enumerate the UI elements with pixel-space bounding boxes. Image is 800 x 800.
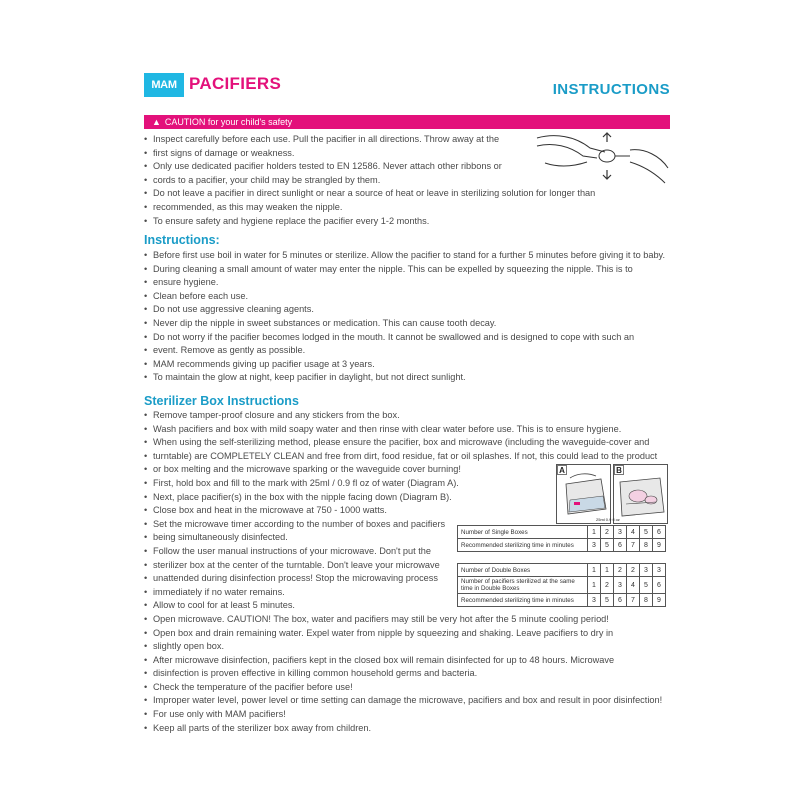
list-item: • When using the self-sterilizing method, please ensure the pacifier, box and microwave (including the waveguide-cover and: [144, 436, 669, 450]
table-row-label: Number of Double Boxes: [458, 564, 588, 577]
table-row-label: Recommended sterilizing time in minutes: [458, 594, 588, 607]
list-item: • immediately if no water remains.: [144, 586, 669, 600]
table-cell: 7: [627, 594, 640, 607]
sterilizer-heading: Sterilizer Box Instructions: [144, 394, 299, 408]
table-cell: 1: [588, 577, 601, 594]
table-cell: 2: [614, 564, 627, 577]
table-cell: 3: [614, 526, 627, 539]
list-item: • First, hold box and fill to the mark with 25ml / 0.9 fl oz of water (Diagram A).: [144, 477, 669, 491]
list-item: • first signs of damage or weakness.: [144, 147, 544, 161]
list-item: • To maintain the glow at night, keep pacifier in daylight, but not direct sunlight.: [144, 371, 669, 385]
table-cell: 2: [627, 564, 640, 577]
table-cell: 3: [614, 577, 627, 594]
table-row: [458, 577, 666, 594]
list-item: • Next, place pacifier(s) in the box with the nipple facing down (Diagram B).: [144, 491, 669, 505]
list-item: • being simultaneously disinfected.: [144, 531, 669, 545]
diagram-a-label: A: [559, 466, 565, 475]
list-item: • Clean before each use.: [144, 290, 669, 304]
pull-test-illustration: [535, 128, 670, 188]
table-cell: 5: [640, 526, 653, 539]
list-item: • Do not leave a pacifier in direct sunlight or near a source of heat or leave in sterilizing solution for longer than: [144, 187, 664, 201]
table-cell: 2: [601, 577, 614, 594]
list-item: • Allow to cool for at least 5 minutes.: [144, 599, 669, 613]
table-cell: 6: [614, 539, 627, 552]
list-item: • During cleaning a small amount of water may enter the nipple. This can be expelled by squeezing the nipple. This is to: [144, 263, 669, 277]
list-item: • Do not worry if the pacifier becomes lodged in the mouth. It cannot be swallowed and is designed to cope with such an: [144, 331, 669, 345]
list-item: • To ensure safety and hygiene replace the pacifier every 1-2 months.: [144, 215, 544, 229]
table-cell: 9: [653, 594, 666, 607]
mam-logo: MAM: [144, 73, 184, 97]
table-cell: 4: [627, 577, 640, 594]
list-item: • Never dip the nipple in sweet substances or medication. This can cause tooth decay.: [144, 317, 669, 331]
list-item: • Inspect carefully before each use. Pull the pacifier in all directions. Throw away at the: [144, 133, 544, 147]
table-row: [458, 539, 666, 552]
list-item: • cords to a pacifier, your child may be strangled by them.: [144, 174, 544, 188]
table-cell: 7: [627, 539, 640, 552]
list-item: • Follow the user manual instructions of your microwave. Don't put the: [144, 545, 669, 559]
table-row-label: Number of pacifiers sterilized at the same time in Double Boxes: [458, 577, 588, 594]
table-row: [458, 564, 666, 577]
table-row: [458, 594, 666, 607]
caution-list: [144, 133, 596, 228]
table-cell: 3: [653, 564, 666, 577]
list-item: • Do not use aggressive cleaning agents.: [144, 303, 669, 317]
list-item: • disinfection is proven effective in killing common household germs and bacteria.: [144, 667, 669, 681]
instructions-list: [144, 249, 669, 385]
list-item: • Open microwave. CAUTION! The box, water and pacifiers may still be very hot after the 5 minute cooling period!: [144, 613, 669, 627]
table-row-label: Recommended sterilizing time in minutes: [458, 539, 588, 552]
list-item: • or box melting and the microwave sparking or the waveguide cover burning!: [144, 463, 669, 477]
table-cell: 1: [601, 564, 614, 577]
list-item: • Improper water level, power level or time setting can damage the microwave, pacifiers and box and result in poor disinfection!: [144, 694, 669, 708]
list-item: • Remove tamper-proof closure and any stickers from the box.: [144, 409, 669, 423]
table-cell: 5: [640, 577, 653, 594]
list-item: • sterilizer box at the center of the turntable. Don't leave your microwave: [144, 559, 669, 573]
single-box-table: [457, 525, 666, 552]
caution-banner: [144, 115, 670, 129]
table-cell: 3: [640, 564, 653, 577]
table-cell: 1: [588, 564, 601, 577]
table-cell: 1: [588, 526, 601, 539]
list-item: • recommended, as this may weaken the nipple.: [144, 201, 544, 215]
table-cell: 3: [588, 539, 601, 552]
list-item: • ensure hygiene.: [144, 276, 669, 290]
list-item: • Wash pacifiers and box with mild soapy water and then rinse with clear water before use. This is to ensure hygiene.: [144, 423, 669, 437]
double-box-table: [457, 563, 666, 607]
table-cell: 3: [588, 594, 601, 607]
table-cell: 4: [627, 526, 640, 539]
caution-label: CAUTION for your child's safety: [164, 117, 293, 127]
list-item: • Close box and heat in the microwave at 750 - 1000 watts.: [144, 504, 669, 518]
list-item: • For use only with MAM pacifiers!: [144, 708, 669, 722]
list-item: • After microwave disinfection, pacifiers kept in the closed box will remain disinfected for up to 48 hours. Microwave: [144, 654, 669, 668]
list-item: • Check the temperature of the pacifier before use!: [144, 681, 669, 695]
table-cell: 2: [601, 526, 614, 539]
table-row: [458, 526, 666, 539]
table-cell: 9: [653, 539, 666, 552]
list-item: • Only use dedicated pacifier holders tested to EN 12586. Never attach other ribbons or: [144, 160, 544, 174]
sterilizer-diagram: [556, 464, 668, 524]
document-title: INSTRUCTIONS: [552, 81, 670, 98]
table-cell: 6: [653, 526, 666, 539]
instructions-heading: Instructions:: [144, 233, 220, 247]
water-mark-label: 25ml 0.9 fl oz: [596, 517, 620, 522]
warning-icon: ▲: [152, 117, 161, 127]
diagram-b-label: B: [616, 466, 622, 475]
table-cell: 5: [601, 539, 614, 552]
list-item: • turntable) are COMPLETELY CLEAN and free from dirt, food residue, fat or oil splashes. If not, this could lead to the product: [144, 450, 669, 464]
table-row-label: Number of Single Boxes: [458, 526, 588, 539]
table-cell: 8: [640, 594, 653, 607]
table-cell: 8: [640, 539, 653, 552]
list-item: • Keep all parts of the sterilizer box away from children.: [144, 722, 669, 736]
list-item: • unattended during disinfection process! Stop the microwaving process: [144, 572, 669, 586]
list-item: • Set the microwave timer according to the number of boxes and pacifiers: [144, 518, 669, 532]
list-item: • MAM recommends giving up pacifier usage at 3 years.: [144, 358, 669, 372]
list-item: • Before first use boil in water for 5 minutes or sterilize. Allow the pacifier to stand for a further 5 minutes before giving it to baby.: [144, 249, 669, 263]
table-cell: 6: [614, 594, 627, 607]
list-item: • Open box and drain remaining water. Expel water from nipple by squeezing and shaking. Leave pacifiers to dry in: [144, 627, 669, 641]
table-cell: 5: [601, 594, 614, 607]
list-item: • slightly open box.: [144, 640, 669, 654]
list-item: • event. Remove as gently as possible.: [144, 344, 669, 358]
brand-title: PACIFIERS: [189, 74, 282, 93]
table-cell: 6: [653, 577, 666, 594]
